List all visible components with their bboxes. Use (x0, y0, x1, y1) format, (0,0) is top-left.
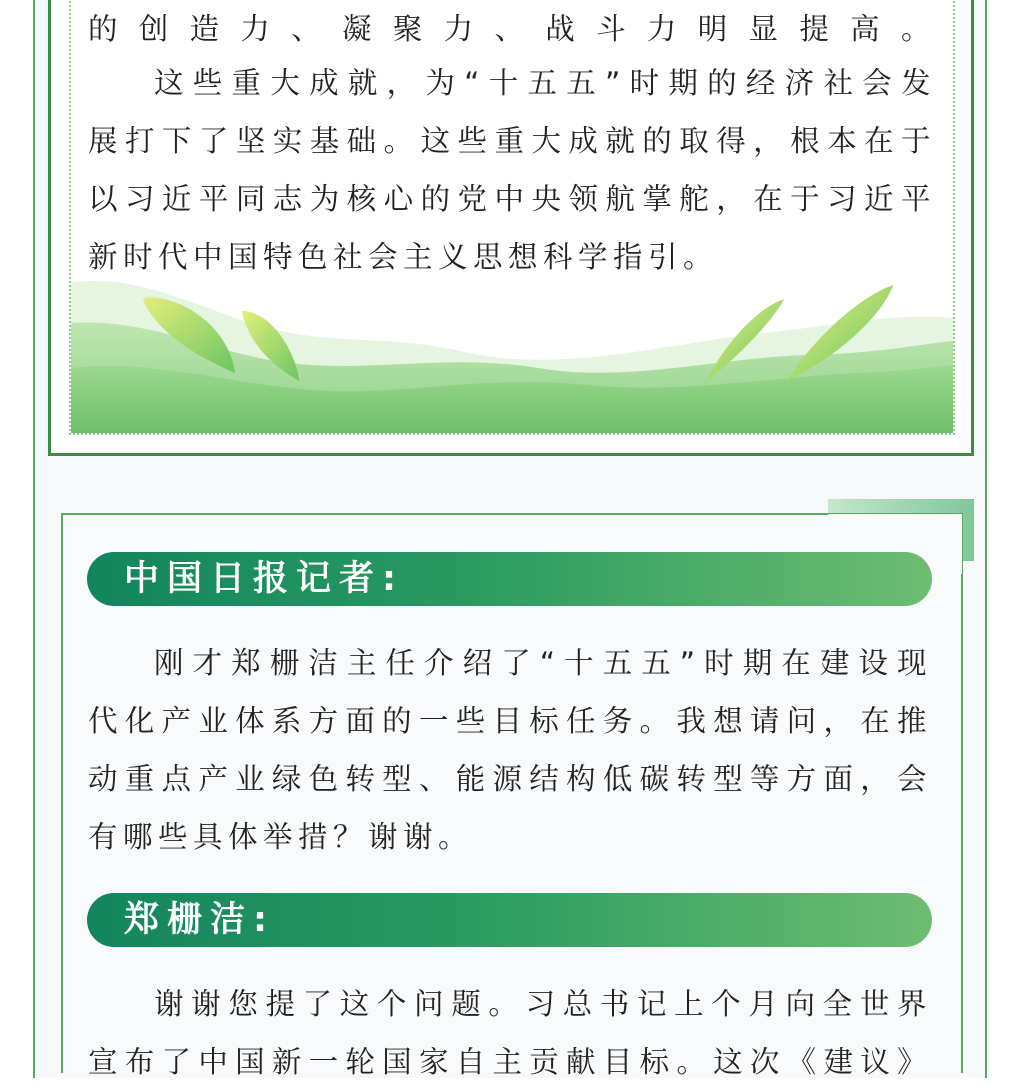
text-line: 刚才郑栅洁主任介绍了“十五五”时期在建设现 (154, 646, 932, 680)
text-line: 代化产业体系方面的一些目标任务。我想请问，在推 (88, 704, 932, 738)
answer-label: 郑栅洁: (124, 900, 275, 940)
text-line: 新时代中国特色社会主义思想科学指引。 (88, 240, 719, 274)
text-line: 以习近平同志为核心的党中央领航掌舵，在于习近平 (88, 182, 936, 216)
text-line: 谢谢您提了这个问题。习总书记上个月向全世界 (154, 987, 932, 1021)
text-line: 动重点产业绿色转型、能源结构低碳转型等方面，会 (88, 762, 932, 796)
meadow-illustration (71, 263, 953, 433)
text-line: 这些重大成就，为“十五五”时期的经济社会发 (154, 66, 936, 100)
text-line: 有哪些具体举措？谢谢。 (88, 820, 474, 854)
text-line: 宣布了中国新一轮国家自主贡献目标。这次《建议》 (88, 1045, 932, 1079)
text-line: 展打下了坚实基础。这些重大成就的取得，根本在于 (88, 124, 936, 158)
reporter-label: 中国日报记者: (124, 559, 404, 599)
text-line: 的创造力、凝聚力、战斗力明显提高。 (88, 12, 936, 46)
